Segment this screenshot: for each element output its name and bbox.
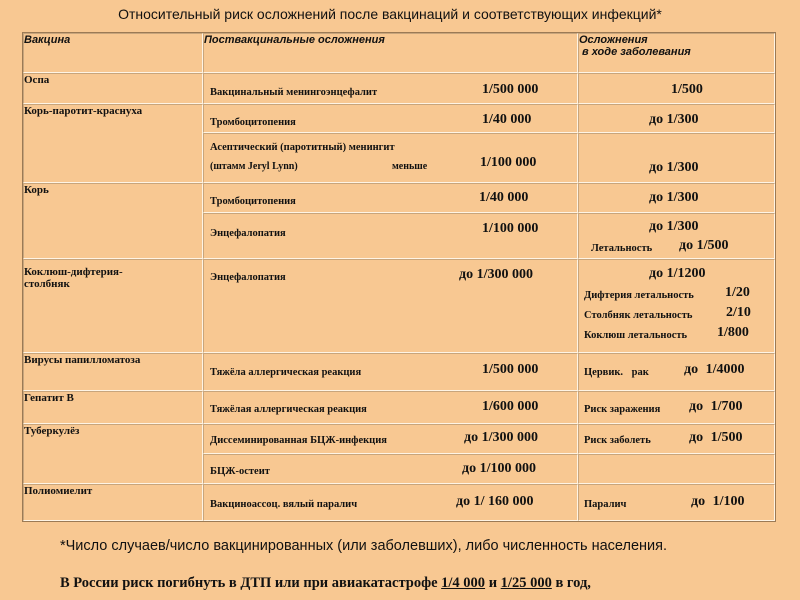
vaccine-cell: Туберкулёз [23,424,203,484]
russia-rate2: 1/25 000 [500,575,552,591]
diphtheria-label: Дифтерия летальность [584,290,694,301]
header-post-complications: Поствакцинальные осложнения [203,33,578,73]
disease-rate: до 1/1200 [649,266,706,281]
disease-label: Риск заражения [584,404,661,415]
complication-cell [203,259,578,353]
table-row [23,73,775,104]
disease-rate: до 1/700 [689,399,743,414]
complication-less: меньше [392,161,428,172]
vaccine-cell: Корь [23,183,203,259]
russia-and: и [488,575,498,591]
vaccine-line1: Коклюш-дифтерия- [24,266,123,278]
complication-text: Вакцинальный менингоэнцефалит [210,87,378,98]
disease-cell [578,183,775,213]
table-row [23,183,775,213]
header-disease-complications [578,33,775,73]
complication-rate: до 1/300 000 [459,267,533,282]
disease-rate: до 1/300 [649,219,699,234]
pertussis-rate: 1/800 [717,325,749,340]
disease-rate: до 1/300 [649,160,699,175]
disease-cell [578,104,775,133]
diphtheria-rate: 1/20 [725,285,750,300]
complication-text: БЦЖ-остеит [210,466,270,477]
russia-suffix: в год, [555,575,591,591]
complication-text: Тромбоцитопения [210,196,296,207]
disease-cell [578,391,775,424]
tetanus-label: Столбняк летальность [584,310,693,321]
complication-text: Тяжёлая аллергическая реакция [210,404,367,415]
disease-rate: до 1/300 [649,112,699,127]
complication-cell [203,213,578,259]
lethality-rate: до 1/500 [679,238,729,253]
complication-rate: 1/40 000 [479,190,529,205]
complication-cell [203,353,578,391]
header-disease-line1: Осложнения [579,34,648,46]
russia-prefix: В России риск погибнуть в ДТП или при авиакатастрофе [60,575,438,591]
complication-text: Энцефалопатия [210,272,286,283]
complication-text: Тяжёла аллергическая реакция [210,367,362,378]
table-row [23,104,775,133]
vaccine-cell: Полиомиелит [23,484,203,521]
complication-rate: 1/40 000 [482,112,532,127]
disease-cell [578,133,775,183]
table-row [23,391,775,424]
complication-text: Вакциноассоц. вялый паралич [210,499,358,510]
complication-rate: до 1/300 000 [464,430,538,445]
disease-label: Риск заболеть [584,435,651,446]
complication-rate: 1/100 000 [480,155,537,170]
complication-cell [203,183,578,213]
disease-cell [578,213,775,259]
footnote: *Число случаев/число вакцинированных (или заболевших), либо численность населения. [60,538,668,554]
vaccine-cell: Оспа [23,73,203,104]
risk-table [22,32,776,522]
disease-label: Паралич [584,499,627,510]
russia-risk-note [60,575,780,592]
disease-rate: до 1/100 [691,494,745,509]
complication-text: Диссеминированная БЦЖ-инфекция [210,435,387,446]
complication-cell [203,484,578,521]
table-row [23,259,775,353]
page-title: Относительный риск осложнений после вакцинаций и соответствующих инфекций* [118,6,662,22]
complication-text: Тромбоцитопения [210,117,296,128]
complication-cell [203,454,578,484]
complication-rate: 1/500 000 [482,362,539,377]
complication-text: Энцефалопатия [210,228,286,239]
disease-cell [578,484,775,521]
disease-cell [578,353,775,391]
russia-rate1: 1/4 000 [441,575,486,591]
complication-rate: 1/100 000 [482,221,539,236]
disease-rate: до 1/300 [649,190,699,205]
disease-rate: 1/500 [671,82,703,97]
disease-cell [578,454,775,484]
complication-cell [203,391,578,424]
header-disease-line2: в ходе заболевания [582,46,691,58]
tetanus-rate: 2/10 [726,305,751,320]
table-row [23,353,775,391]
vaccine-cell: Корь-паротит-краснуха [23,104,203,183]
table-row [23,424,775,454]
complication-rate: до 1/100 000 [462,461,536,476]
complication-cell [203,73,578,104]
disease-rate: до 1/500 [689,430,743,445]
table-row [23,484,775,521]
complication-rate: до 1/ 160 000 [456,494,534,509]
lethality-label: Летальность [591,243,653,254]
complication-text-line1: Асептический (паротитный) менингит [210,142,395,153]
pertussis-label: Коклюш летальность [584,330,688,341]
vaccine-cell [23,259,203,353]
disease-label: Цервик. рак [584,367,649,378]
vaccine-cell: Вирусы папилломатоза [23,353,203,391]
complication-rate: 1/500 000 [482,82,539,97]
vaccine-line2: столбняк [24,278,70,290]
complication-cell [203,104,578,133]
disease-rate: до 1/4000 [684,362,745,377]
disease-cell [578,424,775,454]
complication-cell [203,424,578,454]
disease-cell [578,73,775,104]
header-vaccine: Вакцина [23,33,203,73]
disease-cell [578,259,775,353]
complication-cell [203,133,578,183]
complication-rate: 1/600 000 [482,399,539,414]
vaccine-cell: Гепатит В [23,391,203,424]
complication-text-line2: (штамм Jeryl Lynn) [210,161,298,172]
table-header-row [23,33,775,73]
